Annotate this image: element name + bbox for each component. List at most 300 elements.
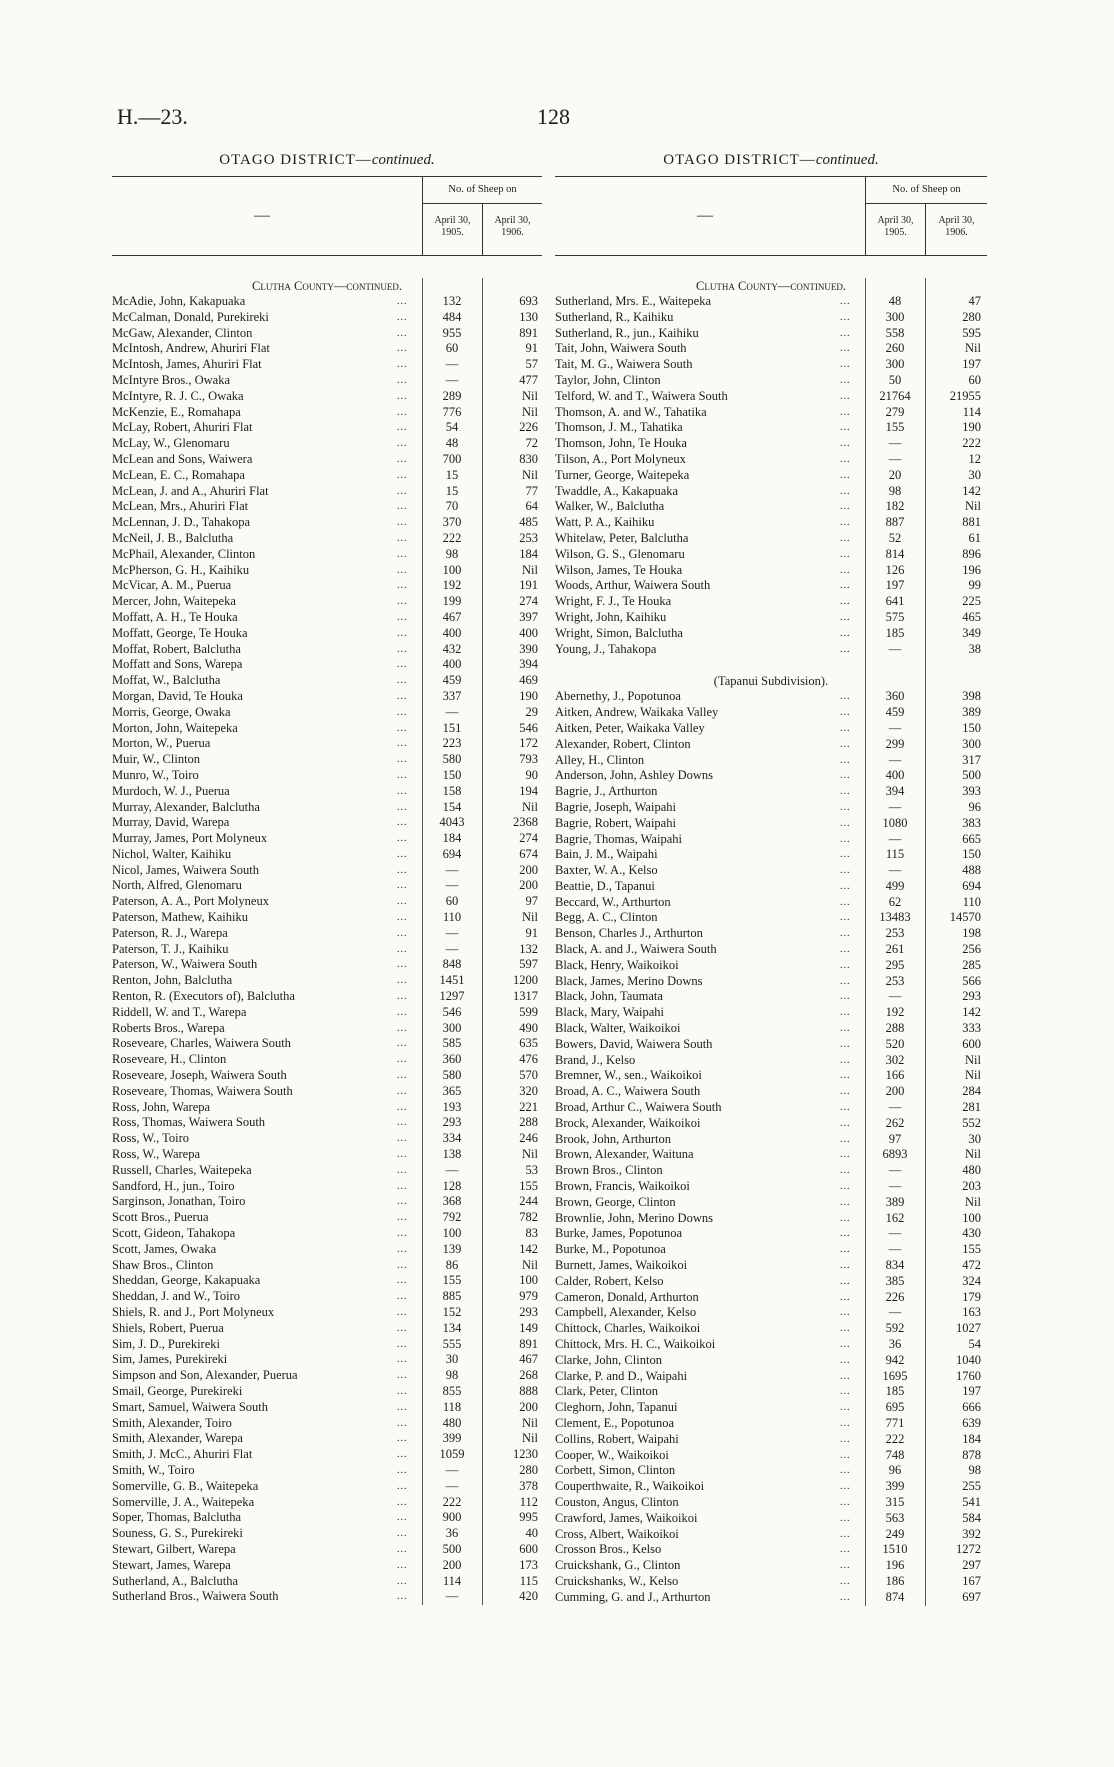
sheep-1906: 281	[962, 1100, 981, 1115]
sheep-1905: 585	[442, 1036, 462, 1051]
leader-dots: ...	[397, 296, 408, 307]
owner-name: Broad, Arthur C., Waiwera South	[555, 1100, 722, 1115]
owner-name: Wright, John, Kaihiku	[555, 609, 667, 624]
owner-name: Paterson, W., Waiwera South	[112, 957, 258, 972]
table-row	[555, 784, 987, 800]
table-row	[555, 958, 987, 974]
leader-dots: ...	[397, 943, 408, 955]
owner-name: Shiels, R. and J., Port Molyneux	[112, 1305, 275, 1319]
sheep-1906: 61	[968, 530, 981, 545]
sheep-1905: 1080	[882, 815, 908, 830]
table-row	[555, 1179, 987, 1195]
sheep-1905: 834	[885, 1258, 905, 1273]
sheep-1906: 1317	[513, 989, 538, 1004]
sheep-1906: 674	[519, 846, 538, 861]
sheep-1906: 197	[962, 357, 981, 372]
table-row	[112, 1226, 542, 1242]
owner-name: Begg, A. C., Clinton	[555, 910, 658, 925]
owner-name: Telford, W. and T., Waiwera South	[555, 388, 728, 403]
sheep-1906: 200	[519, 878, 538, 893]
sheep-1905: 154	[442, 799, 462, 814]
leader-dots: ...	[397, 706, 408, 718]
sheep-1906: 53	[525, 1162, 538, 1177]
district-title-suffix: continued.	[371, 152, 435, 168]
date-1905-header: April 30, 1905.	[422, 203, 482, 255]
sheep-1906: Nil	[522, 799, 538, 814]
owner-name: McAdie, John, Kakapuaka	[112, 294, 246, 308]
sheep-1905: 60	[445, 341, 459, 356]
leader-dots: ...	[397, 1322, 408, 1334]
table-row	[555, 832, 987, 848]
table-body	[555, 278, 987, 1606]
sheep-1906: 280	[962, 309, 981, 324]
sheep-1905: 60	[445, 894, 459, 909]
table-row	[555, 989, 987, 1005]
leader-dots: ...	[840, 1165, 851, 1177]
sheep-1905: 299	[885, 736, 905, 751]
sheep-1906: 167	[962, 1573, 981, 1588]
sheep-1905: 126	[885, 562, 905, 577]
owner-name: Alexander, Robert, Clinton	[555, 736, 691, 751]
sheep-1906: 297	[962, 1558, 981, 1573]
owner-name: Brownlie, John, Merino Downs	[555, 1210, 713, 1225]
table-row	[112, 484, 542, 500]
leader-dots: ...	[840, 390, 851, 402]
owner-name: Roseveare, H., Clinton	[112, 1052, 227, 1067]
sheep-1906: 398	[962, 689, 981, 704]
table-row	[112, 657, 542, 673]
sheep-1905: 459	[885, 705, 905, 720]
sheep-1906: Nil	[522, 562, 538, 577]
sheep-1905: 50	[888, 372, 902, 387]
table-header	[112, 176, 542, 256]
leader-dots: ...	[840, 327, 851, 339]
sheep-1905: 300	[442, 1020, 462, 1035]
owner-name: Abernethy, J., Popotunoa	[555, 689, 681, 704]
sheep-1905: 185	[885, 625, 905, 640]
sheep-1905: 302	[885, 1052, 905, 1067]
sheep-1905: 98	[445, 546, 459, 561]
table-row	[112, 721, 542, 737]
sheep-1905: 1059	[439, 1447, 465, 1462]
sheep-1906: 226	[519, 420, 538, 435]
owner-name: McIntosh, James, Ahuriri Flat	[112, 357, 262, 372]
owner-name: Sutherland, Mrs. E., Waitepeka	[555, 294, 712, 308]
sheep-1905: 222	[442, 530, 462, 545]
sheep-1906: 149	[519, 1320, 538, 1335]
table-row	[555, 753, 987, 769]
sheep-1905: —	[888, 1163, 902, 1178]
sheep-1906: 172	[519, 736, 538, 751]
sheep-1906: 83	[525, 1226, 538, 1241]
owner-name: Cooper, W., Waikoikoi	[555, 1447, 669, 1462]
owner-name: Black, A. and J., Waiwera South	[555, 942, 717, 957]
sheep-1906: 196	[962, 562, 981, 577]
leader-dots: ...	[840, 453, 851, 465]
owner-name: Cruickshank, G., Clinton	[555, 1558, 681, 1573]
sheep-1906: 255	[962, 1479, 981, 1494]
sheep-1905: 1695	[882, 1368, 908, 1383]
owner-name: Bowers, David, Waiwera South	[555, 1036, 713, 1051]
sheep-1906: 349	[962, 625, 981, 640]
sheep-1905: 261	[885, 942, 905, 957]
sheep-1906: 96	[968, 799, 981, 814]
leader-dots: ...	[397, 611, 408, 623]
sheep-1905: 580	[442, 1068, 462, 1083]
table-row	[555, 879, 987, 895]
leader-dots: ...	[397, 1070, 408, 1082]
sheep-1906: 91	[525, 341, 538, 356]
sheep-1905: 480	[442, 1415, 462, 1430]
owner-name: Tait, M. G., Waiwera South	[555, 357, 693, 372]
table-row	[112, 863, 542, 879]
sheep-1905: 288	[885, 1021, 905, 1036]
name-column-header: —	[254, 207, 270, 224]
sheep-1906: 1272	[956, 1542, 981, 1557]
table-row	[555, 1432, 987, 1448]
owner-name: Sutherland, R., Kaihiku	[555, 309, 674, 324]
sheep-1905: 771	[885, 1415, 905, 1430]
table-row	[112, 1305, 542, 1321]
sheep-1906: 99	[968, 578, 981, 593]
leader-dots: ...	[397, 833, 408, 845]
table-row	[112, 800, 542, 816]
sheep-1905: —	[445, 878, 459, 893]
sheep-1905: 360	[885, 689, 905, 704]
owner-name: Roseveare, Charles, Waiwera South	[112, 1036, 291, 1051]
owner-name: Whitelaw, Peter, Balclutha	[555, 530, 689, 545]
leader-dots: ...	[397, 754, 408, 766]
sheep-1905: 152	[442, 1305, 462, 1319]
table-row	[555, 531, 987, 547]
owner-name: Shiels, Robert, Puerua	[112, 1320, 224, 1335]
owner-name: Black, Walter, Waikoikoi	[555, 1021, 681, 1036]
table-row	[112, 1289, 542, 1305]
owner-name: Moffat, Robert, Balclutha	[112, 641, 241, 656]
sheep-1905: 887	[885, 515, 905, 530]
owner-name: Moffat, W., Balclutha	[112, 673, 221, 688]
sheep-1906: 90	[525, 767, 538, 782]
owner-name: Brand, J., Kelso	[555, 1052, 636, 1067]
leader-dots: ...	[397, 548, 408, 560]
sheep-1906: Nil	[522, 1431, 538, 1446]
sheep-1905: 262	[885, 1115, 905, 1130]
table-row	[112, 1542, 542, 1558]
sheep-1905: 21764	[879, 388, 911, 403]
district-title	[555, 152, 987, 176]
sheep-1906: 878	[962, 1447, 981, 1462]
sheep-1906: 98	[968, 1463, 981, 1478]
owner-name: McIntyre, R. J. C., Owaka	[112, 388, 244, 403]
table-row	[555, 942, 987, 958]
subdivision-heading: (Tapanui Subdivision).	[713, 674, 829, 689]
sheep-1906: 477	[519, 372, 538, 387]
owner-name: Couston, Angus, Clinton	[555, 1494, 679, 1509]
owner-name: Murdoch, W. J., Puerua	[112, 783, 230, 798]
sheep-1905: 15	[445, 483, 459, 498]
sheep-1906: 420	[519, 1589, 538, 1604]
owner-name: Paterson, T. J., Kaihiku	[112, 941, 229, 956]
sheep-1905: 1451	[439, 973, 465, 988]
sheep-1905: 467	[442, 609, 462, 624]
owner-name: Murray, James, Port Molyneux	[112, 831, 268, 846]
sheep-1905: —	[888, 451, 902, 466]
sheep-1905: 641	[885, 594, 905, 609]
sheep-1905: 337	[442, 688, 462, 703]
table-row	[555, 1542, 987, 1558]
leader-dots: ...	[840, 738, 851, 750]
table-row	[112, 736, 542, 752]
owner-name: Chittock, Mrs. H. C., Waikoikoi	[555, 1337, 716, 1351]
table-row	[112, 1463, 542, 1479]
sheep-1906: 190	[962, 420, 981, 435]
sheep-1906: 244	[519, 1194, 538, 1209]
owner-name: Morton, W., Puerua	[112, 736, 211, 751]
leader-dots: ...	[840, 532, 851, 544]
district-title-text: OTAGO DISTRICT—	[219, 152, 372, 168]
owner-name: Cruickshanks, W., Kelso	[555, 1573, 679, 1588]
sheep-1906: 430	[962, 1226, 981, 1241]
sheep-1906: 472	[962, 1258, 981, 1273]
sheep-1905: 100	[442, 562, 462, 577]
sheep-1905: 70	[445, 499, 459, 514]
table-row	[555, 515, 987, 531]
leader-dots: ...	[397, 343, 408, 355]
sheep-1906: Nil	[965, 1052, 981, 1067]
sheep-1905: 300	[885, 309, 905, 324]
left-column	[112, 152, 542, 1605]
leader-dots: ...	[840, 1086, 851, 1098]
sheep-1905: 166	[885, 1068, 905, 1083]
leader-dots: ...	[397, 469, 408, 481]
table-row	[112, 1352, 542, 1368]
table-row	[112, 1558, 542, 1574]
table-row	[112, 420, 542, 436]
owner-name: Ross, W., Toiro	[112, 1131, 190, 1146]
leader-dots: ...	[397, 517, 408, 529]
sheep-1906: 21955	[949, 388, 981, 403]
sheep-1906: Nil	[522, 1147, 538, 1162]
leader-dots: ...	[397, 1085, 408, 1097]
sheep-1906: 115	[519, 1573, 538, 1588]
sheep-1906: 132	[519, 941, 538, 956]
sheep-1906: 584	[962, 1510, 981, 1525]
owner-name: Aitken, Andrew, Waikaka Valley	[555, 705, 719, 720]
sheep-1906: Nil	[522, 388, 538, 403]
leader-dots: ...	[840, 1149, 851, 1161]
leader-dots: ...	[397, 596, 408, 608]
leader-dots: ...	[840, 359, 851, 371]
sheep-1906: 995	[519, 1510, 538, 1525]
table-row	[555, 1258, 987, 1274]
owner-name: Soper, Thomas, Balclutha	[112, 1510, 242, 1525]
leader-dots: ...	[397, 675, 408, 687]
leader-dots: ...	[397, 864, 408, 876]
sheep-1906: 155	[962, 1242, 981, 1257]
leader-dots: ...	[840, 691, 851, 703]
leader-dots: ...	[397, 1449, 408, 1461]
owner-name: Brown, George, Clinton	[555, 1194, 676, 1209]
sheep-1905: 223	[442, 736, 462, 751]
leader-dots: ...	[397, 1370, 408, 1382]
table-row	[112, 1526, 542, 1542]
leader-dots: ...	[397, 564, 408, 576]
leader-dots: ...	[397, 1480, 408, 1492]
sheep-1905: 385	[885, 1273, 905, 1288]
sheep-1905: 96	[888, 1463, 902, 1478]
district-title-suffix: continued.	[815, 152, 879, 168]
table-row	[112, 436, 542, 452]
leader-dots: ...	[397, 896, 408, 908]
owner-name: Simpson and Son, Alexander, Puerua	[112, 1368, 298, 1383]
table-row	[555, 1495, 987, 1511]
table-row	[555, 642, 987, 658]
sheep-1905: 546	[442, 1004, 462, 1019]
owner-name: Nichol, Walter, Kaihiku	[112, 846, 232, 861]
leader-dots: ...	[397, 1385, 408, 1397]
sheep-1905: —	[445, 1162, 459, 1177]
leader-dots: ...	[840, 1212, 851, 1224]
sheep-1905: 155	[885, 420, 905, 435]
table-row	[555, 1005, 987, 1021]
table-row	[112, 642, 542, 658]
leader-dots: ...	[840, 912, 851, 924]
owner-name: Bagrie, Robert, Waipahi	[555, 815, 676, 830]
leader-dots: ...	[840, 611, 851, 623]
sheep-1905: 563	[885, 1510, 905, 1525]
name-column-header: —	[697, 207, 713, 224]
owner-name: McLay, W., Glenomaru	[112, 436, 230, 451]
leader-dots: ...	[840, 1228, 851, 1240]
owner-name: Benson, Charles J., Arthurton	[555, 926, 703, 941]
leader-dots: ...	[397, 501, 408, 513]
sheep-1906: 392	[962, 1526, 981, 1541]
table-row	[112, 1321, 542, 1337]
sheep-1905: —	[888, 863, 902, 878]
table-row	[555, 910, 987, 926]
leader-dots: ...	[397, 912, 408, 924]
table-row	[112, 1574, 542, 1590]
leader-dots: ...	[840, 1591, 851, 1603]
sheep-1905: 155	[442, 1273, 462, 1288]
district-title	[112, 152, 542, 176]
table-row	[112, 847, 542, 863]
sheep-1905: 459	[442, 673, 462, 688]
table-row	[112, 926, 542, 942]
page-identifier: H.—23.	[117, 104, 188, 129]
leader-dots: ...	[397, 374, 408, 386]
table-row	[112, 452, 542, 468]
sheep-1905: 814	[885, 546, 905, 561]
owner-name: Taylor, John, Clinton	[555, 372, 661, 387]
sheep-1906: 246	[519, 1131, 538, 1146]
leader-dots: ...	[397, 1401, 408, 1413]
table-row	[555, 594, 987, 610]
sheep-1906: 288	[519, 1115, 538, 1130]
owner-name: Black, Henry, Waikoikoi	[555, 957, 679, 972]
table-row	[112, 1258, 542, 1274]
sheep-1905: 394	[885, 784, 905, 799]
leader-dots: ...	[840, 1323, 851, 1335]
table-row	[112, 310, 542, 326]
sheep-1906: 284	[962, 1084, 981, 1099]
owner-name: Wilson, James, Te Houka	[555, 562, 683, 577]
sheep-1905: 334	[442, 1131, 462, 1146]
table-row	[555, 405, 987, 421]
sheep-1906: 221	[519, 1099, 538, 1114]
leader-dots: ...	[840, 849, 851, 861]
sheep-1906: 1200	[513, 973, 538, 988]
sheep-1905: —	[888, 436, 902, 451]
owner-name: Walker, W., Balclutha	[555, 499, 665, 514]
table-row	[112, 894, 542, 910]
sheep-1906: 38	[968, 641, 981, 656]
leader-dots: ...	[397, 1149, 408, 1161]
leader-dots: ...	[397, 817, 408, 829]
sheep-1906: 1230	[513, 1447, 538, 1462]
table-row	[555, 578, 987, 594]
leader-dots: ...	[397, 1180, 408, 1192]
owner-name: McKenzie, E., Romahapa	[112, 404, 241, 419]
sheep-1906: 173	[519, 1557, 538, 1572]
sheep-1906: 541	[962, 1494, 981, 1509]
sheep-1906: 142	[962, 1005, 981, 1020]
sheep-1905: 128	[442, 1178, 462, 1193]
sheep-1906: 142	[519, 1241, 538, 1256]
leader-dots: ...	[840, 1339, 851, 1350]
sheep-1905: 196	[885, 1558, 905, 1573]
owner-name: Aitken, Peter, Waikaka Valley	[555, 720, 705, 735]
leader-dots: ...	[397, 1591, 408, 1603]
owner-name: Morton, John, Waitepeka	[112, 720, 238, 735]
owner-name: Sutherland Bros., Waiwera South	[112, 1589, 279, 1604]
table-row	[112, 468, 542, 484]
owner-name: McLay, Robert, Ahuriri Flat	[112, 420, 253, 435]
sheep-1905: 955	[442, 325, 462, 340]
sheep-1905: 575	[885, 609, 905, 624]
table-row	[555, 768, 987, 784]
sheep-1906: 54	[968, 1337, 981, 1351]
sheep-1905: —	[445, 862, 459, 877]
sheep-1906: 100	[519, 1273, 538, 1288]
sheep-1905: 700	[442, 451, 462, 466]
owner-name: Moffatt, A. H., Te Houka	[112, 609, 238, 624]
table-row	[555, 1068, 987, 1084]
sheep-1905: —	[888, 641, 902, 656]
sheep-1905: —	[888, 1226, 902, 1241]
owner-name: Sim, J. D., Purekireki	[112, 1336, 220, 1351]
sheep-1906: 256	[962, 942, 981, 957]
section-heading: Clutha County—continued.	[252, 279, 402, 293]
leader-dots: ...	[840, 1354, 851, 1366]
leader-dots: ...	[840, 564, 851, 576]
sheep-1906: 552	[962, 1115, 981, 1130]
sheep-1905: —	[445, 704, 459, 719]
table-row	[555, 563, 987, 579]
owner-name: Burke, M., Popotunoa	[555, 1242, 666, 1257]
owner-name: Renton, R. (Executors of), Balclutha	[112, 989, 295, 1004]
table-row	[112, 689, 542, 705]
table-row	[112, 957, 542, 973]
leader-dots: ...	[397, 848, 408, 860]
sheep-1905: 36	[888, 1337, 902, 1351]
table-row	[112, 578, 542, 594]
leader-dots: ...	[397, 627, 408, 639]
owner-name: Ross, Thomas, Waiwera South	[112, 1115, 266, 1130]
table-row	[555, 436, 987, 452]
leader-dots: ...	[397, 1259, 408, 1271]
owner-name: Muir, W., Clinton	[112, 752, 201, 767]
